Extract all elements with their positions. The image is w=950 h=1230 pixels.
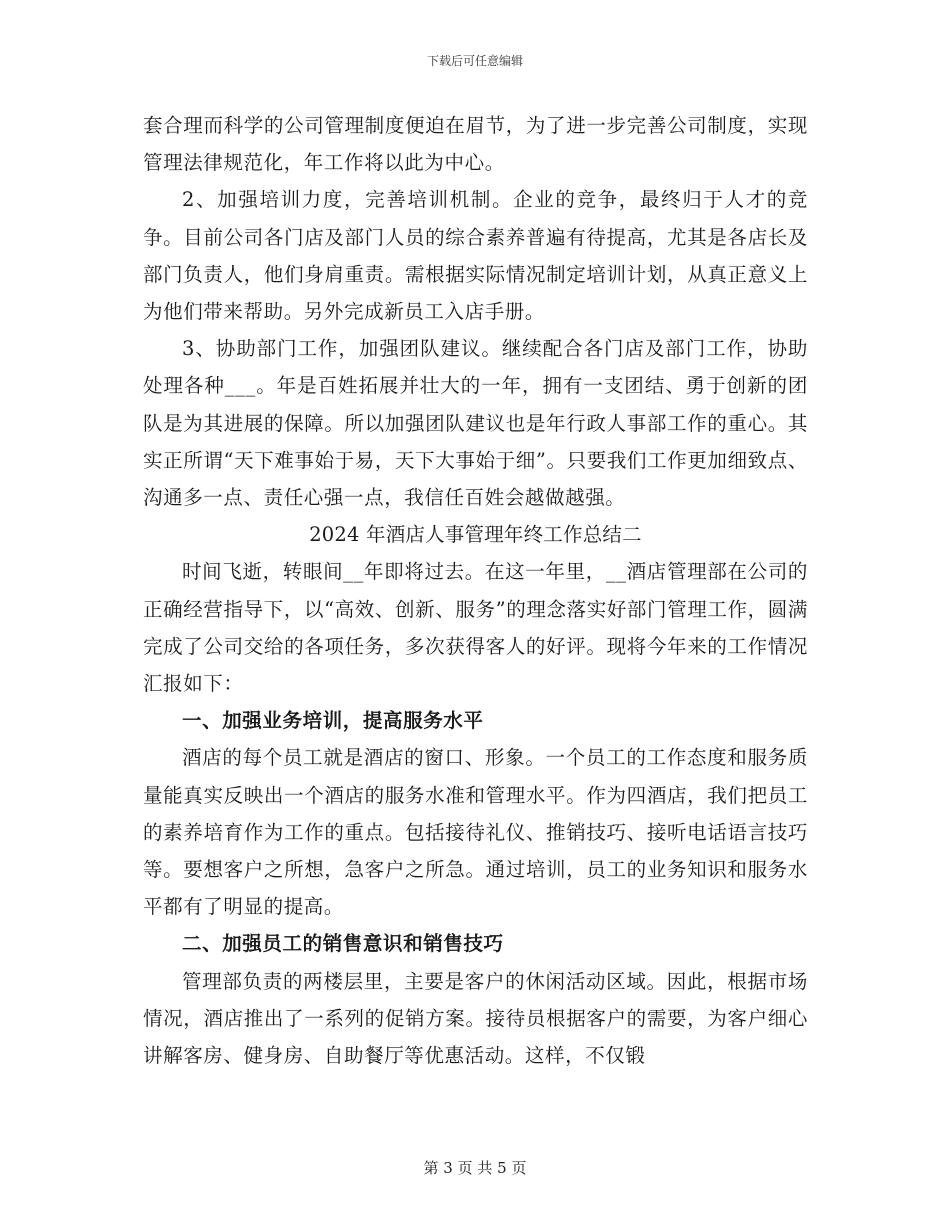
paragraph-team-building: 3、协助部门工作，加强团队建议。继续配合各门店及部门工作，协助处理各种___。年是百姓拓展并壮大的一年，拥有一支团结、勇于创新的团队是为其进展的保障。所以加强团队建议也是年行政人事部工作的重心。其实正所谓“天下难事始于易，天下大事始于细”。只要我们工作更加细致点、沟通多一点、责任心强一点，我信任百姓会越做越强。 — [143, 337, 808, 510]
paragraph-promotion: 管理部负责的两楼层里，主要是客户的休闲活动区域。因此，根据市场情况，酒店推出了一系列的促销方案。接待员根据客户的需要，为客户细心讲解客房、健身房、自助餐厅等优惠活动。这样，不仅锻 — [143, 969, 808, 1068]
heading-business-training: 一、加强业务培训，提高服务水平 — [182, 709, 484, 733]
paragraph-training: 2、加强培训力度，完善培训机制。企业的竞争，最终归于人才的竞争。目前公司各门店及部门人员的综合素养普遍有待提高，尤其是各店长及部门负责人，他们身肩重责。需根据实际情况制定培训计划，从真正意义上为他们带来帮助。另外完成新员工入店手册。 — [143, 188, 808, 324]
paragraph-intro: 时间飞逝，转眼间__年即将过去。在这一年里，__酒店管理部在公司的正确经营指导下，以“高效、创新、服务”的理念落实好部门管理工作，圆满完成了公司交给的各项任务，多次获得客人的好评。现将今年来的工作情况汇报如下： — [143, 560, 808, 696]
section-title: 2024 年酒店人事管理年终工作总结二 — [309, 523, 642, 547]
paragraph-employee-image: 酒店的每个员工就是酒店的窗口、形象。一个员工的工作态度和服务质量能真实反映出一个酒店的服务水准和管理水平。作为四酒店，我们把员工的素养培育作为工作的重点。包括接待礼仪、推销技巧、接听电话语言技巧等。要想客户之所想，急客户之所急。通过培训，员工的业务知识和服务水平都有了明显的提高。 — [143, 746, 808, 919]
paragraph-continuation: 套合理而科学的公司管理制度便迫在眉节，为了进一步完善公司制度，实现管理法律规范化，年工作将以此为中心。 — [143, 114, 808, 175]
page-header: 下载后可任意编辑 — [426, 54, 523, 68]
document-body — [143, 107, 808, 1074]
page-footer: 第 3 页 共 5 页 — [423, 1159, 527, 1177]
heading-sales-skills: 二、加强员工的销售意识和销售技巧 — [182, 932, 504, 956]
